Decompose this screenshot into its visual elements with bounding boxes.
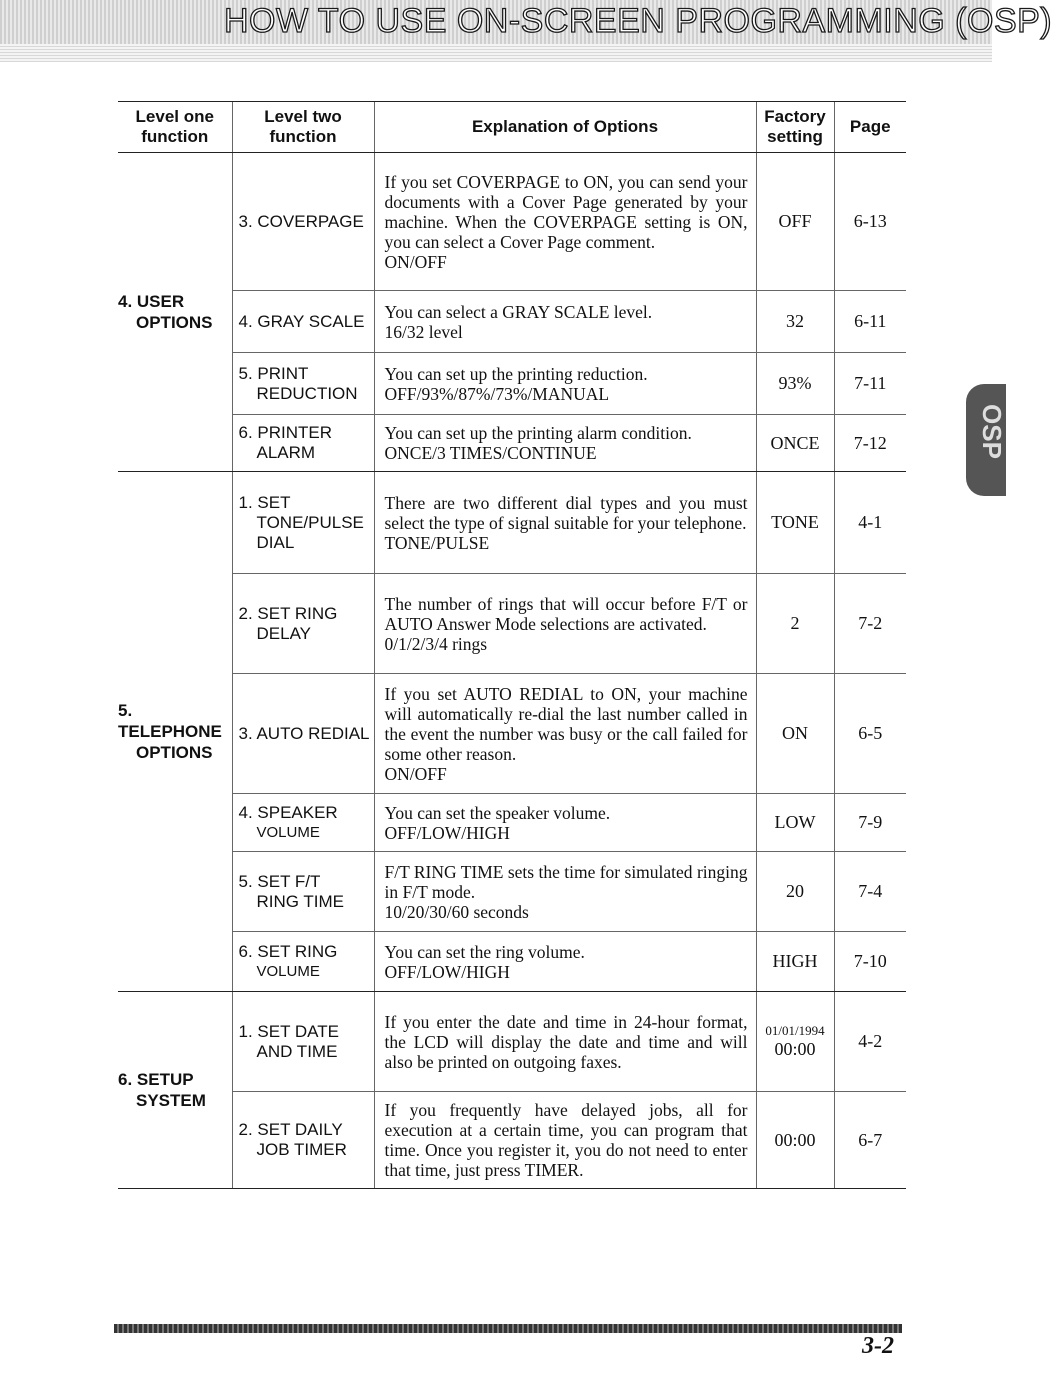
page-ref-cell: 6-11 [834, 291, 906, 353]
level-two-cell: 6. SET RING VOLUME [232, 932, 374, 992]
table-row [118, 1092, 906, 1189]
explanation-cell: You can set the speaker volume. OFF/LOW/HIGH [374, 794, 756, 852]
factory-setting-cell: ONCE [756, 415, 834, 472]
page-ref-cell: 7-2 [834, 574, 906, 674]
section-side-tab [966, 384, 1006, 496]
page-ref-cell: 6-5 [834, 674, 906, 794]
explanation-cell: F/T RING TIME sets the time for simulated ringing in F/T mode. 10/20/30/60 seconds [374, 852, 756, 932]
factory-setting-cell: 32 [756, 291, 834, 353]
level-two-cell: 5. SET F/T RING TIME [232, 852, 374, 932]
level-two-cell: 5. PRINT REDUCTION [232, 353, 374, 415]
col-header-factory-setting: Factory setting [756, 102, 834, 153]
factory-setting-cell: TONE [756, 472, 834, 574]
table-row [118, 153, 906, 291]
explanation-cell: You can select a GRAY SCALE level. 16/32 level [374, 291, 756, 353]
table-row [118, 674, 906, 794]
page-title: HOW TO USE ON-SCREEN PROGRAMMING (OSP) [224, 2, 1052, 40]
explanation-cell: You can set the ring volume. OFF/LOW/HIGH [374, 932, 756, 992]
footer-rule [114, 1324, 902, 1333]
table-row [118, 291, 906, 353]
page-ref-cell: 7-4 [834, 852, 906, 932]
table-row [118, 574, 906, 674]
page-number: 3-2 [862, 1333, 894, 1359]
factory-setting-cell [756, 992, 834, 1092]
factory-setting-cell: LOW [756, 794, 834, 852]
factory-setting-cell: 20 [756, 852, 834, 932]
explanation-cell: If you frequently have delayed jobs, all for execution at a certain time, you can program that time. Once you register it, you do not need to enter that time, just press TIMER. [374, 1092, 756, 1189]
col-header-explanation: Explanation of Options [374, 102, 756, 153]
side-tab-label: OSP [977, 404, 1007, 459]
explanation-cell: If you enter the date and time in 24-hour format, the LCD will display the date and time and will also be printed on outgoing faxes. [374, 992, 756, 1092]
explanation-cell: If you set COVERPAGE to ON, you can send your documents with a Cover Page generated by your machine. When the COVERPAGE setting is ON, you can select a Cover Page comment. ON/OFF [374, 153, 756, 291]
page-ref-cell: 7-12 [834, 415, 906, 472]
level-two-cell: 3. COVERPAGE [232, 153, 374, 291]
table-row [118, 992, 906, 1092]
explanation-cell: The number of rings that will occur before F/T or AUTO Answer Mode selections are activated. 0/1/2/3/4 rings [374, 574, 756, 674]
level-one-user-options: 4. USER OPTIONS [118, 153, 232, 472]
page-ref-cell: 7-9 [834, 794, 906, 852]
explanation-cell: If you set AUTO REDIAL to ON, your machine will automatically re-dial the last number called in the event the number was busy or the call failed for some other reason. ON/OFF [374, 674, 756, 794]
page-ref-cell: 6-13 [834, 153, 906, 291]
col-header-page: Page [834, 102, 906, 153]
col-header-level-two: Level two function [232, 102, 374, 153]
page-ref-cell: 4-1 [834, 472, 906, 574]
factory-setting-cell: 93% [756, 353, 834, 415]
explanation-cell: You can set up the printing alarm condition. ONCE/3 TIMES/CONTINUE [374, 415, 756, 472]
factory-setting-time: 00:00 [774, 1039, 816, 1059]
factory-setting-cell: HIGH [756, 932, 834, 992]
table-header-row [118, 102, 906, 153]
page-ref-cell: 6-7 [834, 1092, 906, 1189]
level-two-cell: 3. AUTO REDIAL [232, 674, 374, 794]
factory-setting-cell: ON [756, 674, 834, 794]
page-ref-cell: 7-11 [834, 353, 906, 415]
table-row [118, 794, 906, 852]
level-two-cell: 1. SET TONE/PULSE DIAL [232, 472, 374, 574]
factory-setting-cell: 2 [756, 574, 834, 674]
explanation-cell: You can set up the printing reduction. OFF/93%/87%/73%/MANUAL [374, 353, 756, 415]
factory-setting-cell: 00:00 [756, 1092, 834, 1189]
page-ref-cell: 7-10 [834, 932, 906, 992]
table-row [118, 472, 906, 574]
table-row [118, 415, 906, 472]
level-two-cell: 2. SET RING DELAY [232, 574, 374, 674]
level-two-cell: 4. SPEAKER VOLUME [232, 794, 374, 852]
factory-setting-date: 01/01/1994 [765, 1023, 825, 1038]
osp-function-table [118, 101, 906, 1189]
level-one-telephone-options: 5. TELEPHONE OPTIONS [118, 472, 232, 992]
level-two-cell: 6. PRINTER ALARM [232, 415, 374, 472]
level-two-cell: 2. SET DAILY JOB TIMER [232, 1092, 374, 1189]
table-row [118, 932, 906, 992]
explanation-cell: There are two different dial types and you must select the type of signal suitable for your telephone. TONE/PULSE [374, 472, 756, 574]
factory-setting-cell: OFF [756, 153, 834, 291]
level-two-cell: 4. GRAY SCALE [232, 291, 374, 353]
page-ref-cell: 4-2 [834, 992, 906, 1092]
level-one-setup-system: 6. SETUP SYSTEM [118, 992, 232, 1189]
table-row [118, 353, 906, 415]
col-header-level-one: Level one function [118, 102, 232, 153]
level-two-cell: 1. SET DATE AND TIME [232, 992, 374, 1092]
table-row [118, 852, 906, 932]
